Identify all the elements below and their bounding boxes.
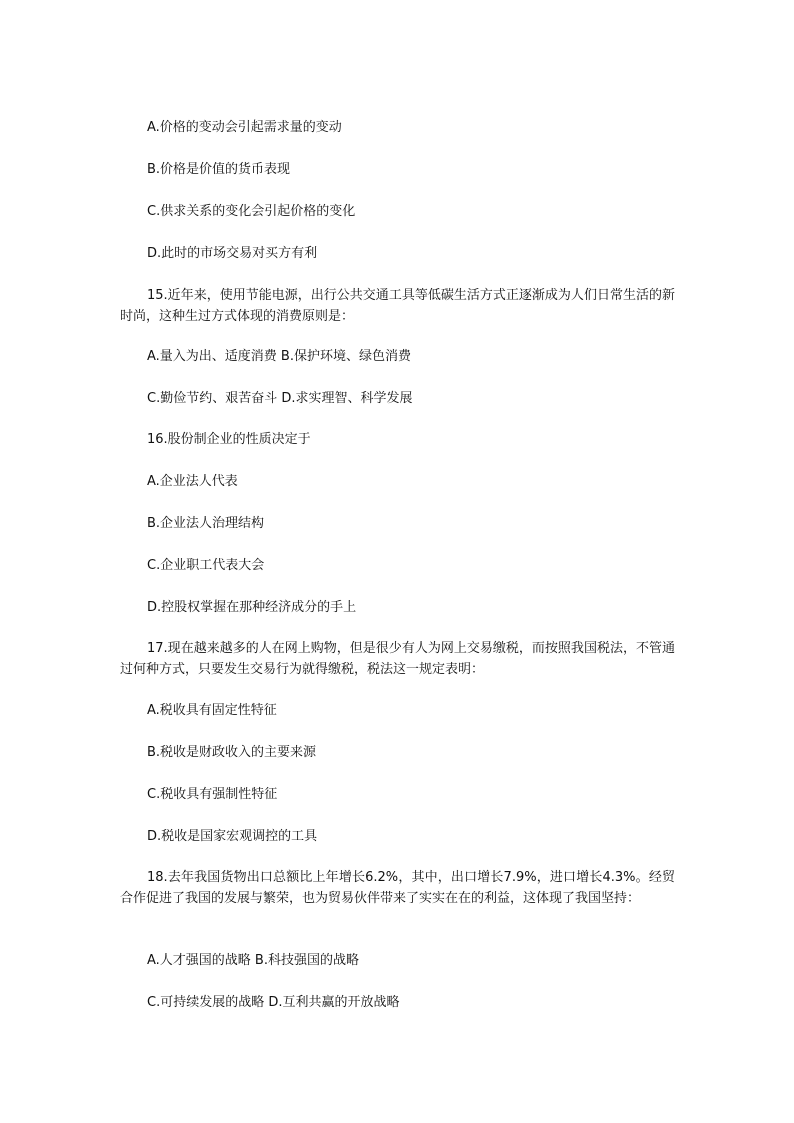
option-b-q14: B.价格是价值的货币表现 xyxy=(147,162,291,177)
option-d-q14: D.此时的市场交易对买方有利 xyxy=(147,246,318,261)
option-d-q16: D.控股权掌握在那种经济成分的手上 xyxy=(147,600,357,615)
option-b-q17: B.税收是财政收入的主要来源 xyxy=(147,745,317,760)
option-a-q14: A.价格的变动会引起需求量的变动 xyxy=(147,120,342,135)
option-a-q17: A.税收具有固定性特征 xyxy=(147,703,277,718)
option-a-q16: A.企业法人代表 xyxy=(147,474,238,489)
question-18: 18.去年我国货物出口总额比上年增长6.2%，其中，出口增长7.9%，进口增长4.3%。经贸合作促进了我国的发展与繁荣，也为贸易伙伴带来了实实在在的利益，这体现了我国坚持： xyxy=(120,870,675,906)
option-d-q17: D.税收是国家宏观调控的工具 xyxy=(147,829,318,844)
option-c-q17: C.税收具有强制性特征 xyxy=(147,787,278,802)
option-c-q14: C.供求关系的变化会引起价格的变化 xyxy=(147,204,356,219)
options-cd-q15: C.勤俭节约、艰苦奋斗 D.求实理智、科学发展 xyxy=(147,391,413,406)
options-ab-q18: A.人才强国的战略 B.科技强国的战略 xyxy=(147,953,359,968)
options-ab-q15: A.量入为出、适度消费 B.保护环境、绿色消费 xyxy=(147,349,411,364)
option-b-q16: B.企业法人治理结构 xyxy=(147,516,265,531)
options-cd-q18: C.可持续发展的战略 D.互利共赢的开放战略 xyxy=(147,995,400,1010)
question-15: 15.近年来，使用节能电源，出行公共交通工具等低碳生活方式正逐渐成为人们日常生活的新时尚，这种生过方式体现的消费原则是： xyxy=(120,288,675,324)
question-16: 16.股份制企业的性质决定于 xyxy=(147,432,311,447)
option-c-q16: C.企业职工代表大会 xyxy=(147,558,265,573)
question-17: 17.现在越来越多的人在网上购物，但是很少有人为网上交易缴税，而按照我国税法，不管通过何种方式，只要发生交易行为就得缴税，税法这一规定表明： xyxy=(120,641,675,677)
